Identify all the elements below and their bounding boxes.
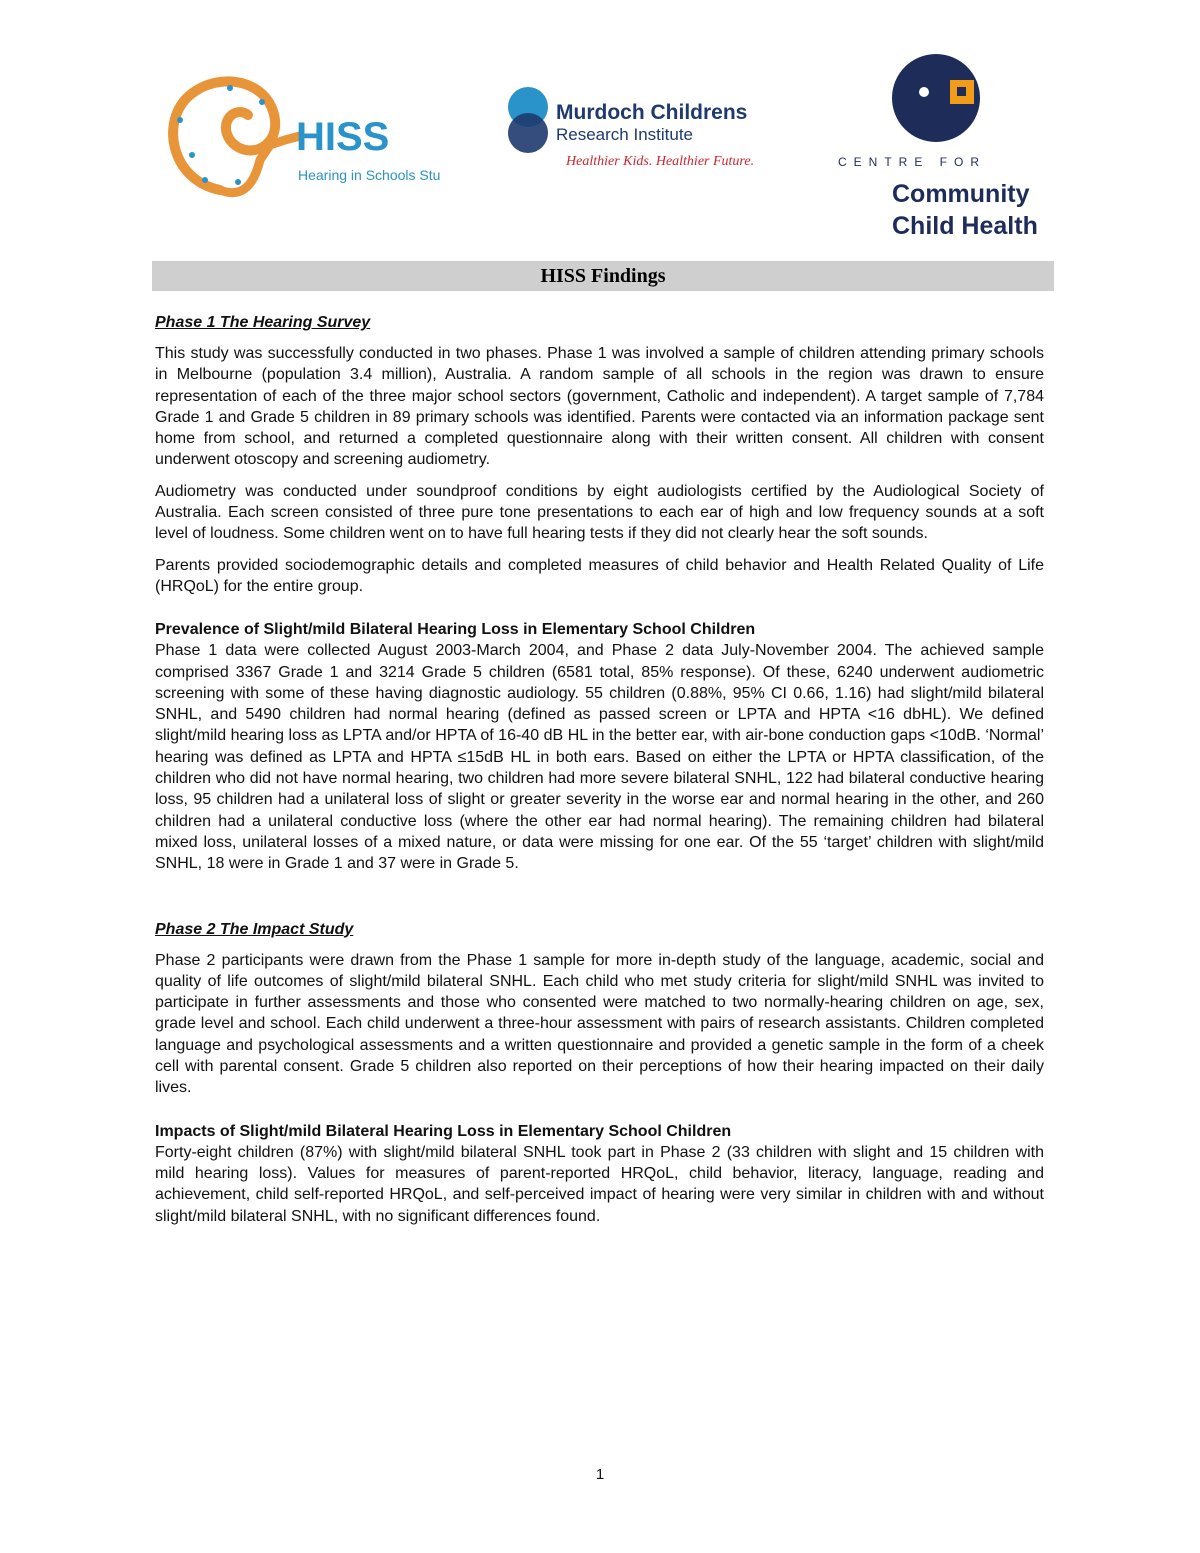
phase2-heading: Phase 2 The Impact Study bbox=[155, 920, 354, 938]
ccch-community: Community bbox=[892, 180, 1030, 208]
impacts-heading: Impacts of Slight/mild Bilateral Hearing Loss in Elementary School Children bbox=[155, 1122, 732, 1140]
phase1-paragraph-1: This study was successfully conducted in two phases. Phase 1 was involved a sample of children attending primary schools in Melbourne (population 3.4 million), Australia. A random sample of all schools in the region was drawn to ensure representation of each of the three major school sectors (government, Catholic and independent). A target sample of 7,784 Grade 1 and Grade 5 children in 89 primary schools was identified. Parents were contacted via an information package sent home from school, and returned a completed questionnaire along with their written consent. All children with consent underwent otoscopy and screening audiometry. bbox=[155, 345, 1044, 469]
mcri-logo-subtext: Research Institute bbox=[556, 125, 694, 144]
phase2-paragraph: Phase 2 participants were drawn from the Phase 1 sample for more in-depth study of the language, academic, social and quality of life outcomes of slight/mild bilateral SNHL. Each child who met study criteria for slight/mild SNHL was invited to participate in further assessments and those who consented were matched to two normally-hearing children on age, sex, grade level and school. Each child underwent a three-hour assessment with pairs of research assistants. Children completed language and psychological assessments and a written questionnaire and provided a genetic sample in the form of a cheek cell with parental consent. Grade 5 children also reported on their perceptions of how their hearing impacted on their daily lives. bbox=[155, 951, 1044, 1097]
impacts-paragraph: Forty-eight children (87%) with slight/mild bilateral SNHL took part in Phase 2 (33 children with slight and 15 children with mild hearing loss). Values for measures of parent-reported HRQoL, child behavior, literacy, language, reading and achievement, child self-reported HRQoL, and self-perceived impact of hearing were very similar in children with and without slight/mild bilateral SNHL, with no significant differences found. bbox=[155, 1143, 1044, 1225]
hiss-logo bbox=[150, 60, 440, 210]
ccch-child-health: Child Health bbox=[892, 212, 1038, 238]
phase1-paragraph-2: Audiometry was conducted under soundproof conditions by eight audiologists certified by the Audiological Society of Australia. Each screen consisted of three pure tone presentations to each ear of high and low frequency sounds at a soft level of loudness. Some children went on to have full hearing tests if they did not clearly hear the soft sounds. bbox=[155, 482, 1044, 543]
ccch-centre-for: CENTRE FOR bbox=[838, 155, 986, 169]
phase1-heading: Phase 1 The Hearing Survey bbox=[155, 314, 371, 331]
prevalence-heading: Prevalence of Slight/mild Bilateral Hearing Loss in Elementary School Children bbox=[155, 621, 756, 639]
mcri-logo-text: Murdoch Childrens bbox=[556, 101, 748, 124]
hiss-spiral-icon bbox=[150, 60, 440, 210]
page-title: HISS Findings bbox=[152, 261, 1054, 291]
mcri-tagline: Healthier Kids. Healthier Future. bbox=[566, 154, 755, 169]
hiss-logo-subtext: Hearing in Schools Study bbox=[298, 167, 440, 183]
document-body bbox=[155, 312, 1044, 1227]
mcri-circles-icon bbox=[498, 85, 768, 185]
page-number: 1 bbox=[595, 1466, 605, 1483]
ccch-circle-icon bbox=[838, 52, 1048, 238]
ccch-logo bbox=[838, 52, 1048, 238]
hiss-logo-text: HISS bbox=[296, 115, 390, 159]
phase1-paragraph-3: Parents provided sociodemographic details and completed measures of child behavior and Health Related Quality of Life (HRQoL) for the entire group. bbox=[155, 556, 1044, 595]
mcri-logo bbox=[498, 85, 768, 185]
prevalence-paragraph: Phase 1 data were collected August 2003-March 2004, and Phase 2 data July-November 2004. The achieved sample comprised 3367 Grade 1 and 3214 Grade 5 children (6581 total, 85% response). Of these, 6240 underwent audiometric screening with some of these having diagnostic audiology. 55 children (0.88%, 95% CI 0.66, 1.16) had slight/mild bilateral SNHL, and 5490 children had normal hearing (defined as passed screen or LPTA and HPTA <16 dbHL). We defined slight/mild hearing loss as LPTA and/or HPTA of 16-40 dB HL in the better ear, with air-bone conduction gaps <10dB. ‘Normal’ hearing was defined as LPTA and HPTA ≤15dB HL in both ears. Based on either the LPTA or HPTA classification, of the children who did not have normal hearing, two children had more severe bilateral SNHL, 122 had bilateral conductive hearing loss, 95 children had a unilateral loss of slight or greater severity in the worse ear and normal hearing in the other, and 260 children had a unilateral conductive loss (where the other ear had normal hearing). The remaining children had bilateral mixed loss, unilateral losses of a mixed nature, or data were missing for one ear. Of the 55 ‘target’ children with slight/mild SNHL, 18 were in Grade 1 and 37 were in Grade 5. bbox=[155, 642, 1044, 873]
